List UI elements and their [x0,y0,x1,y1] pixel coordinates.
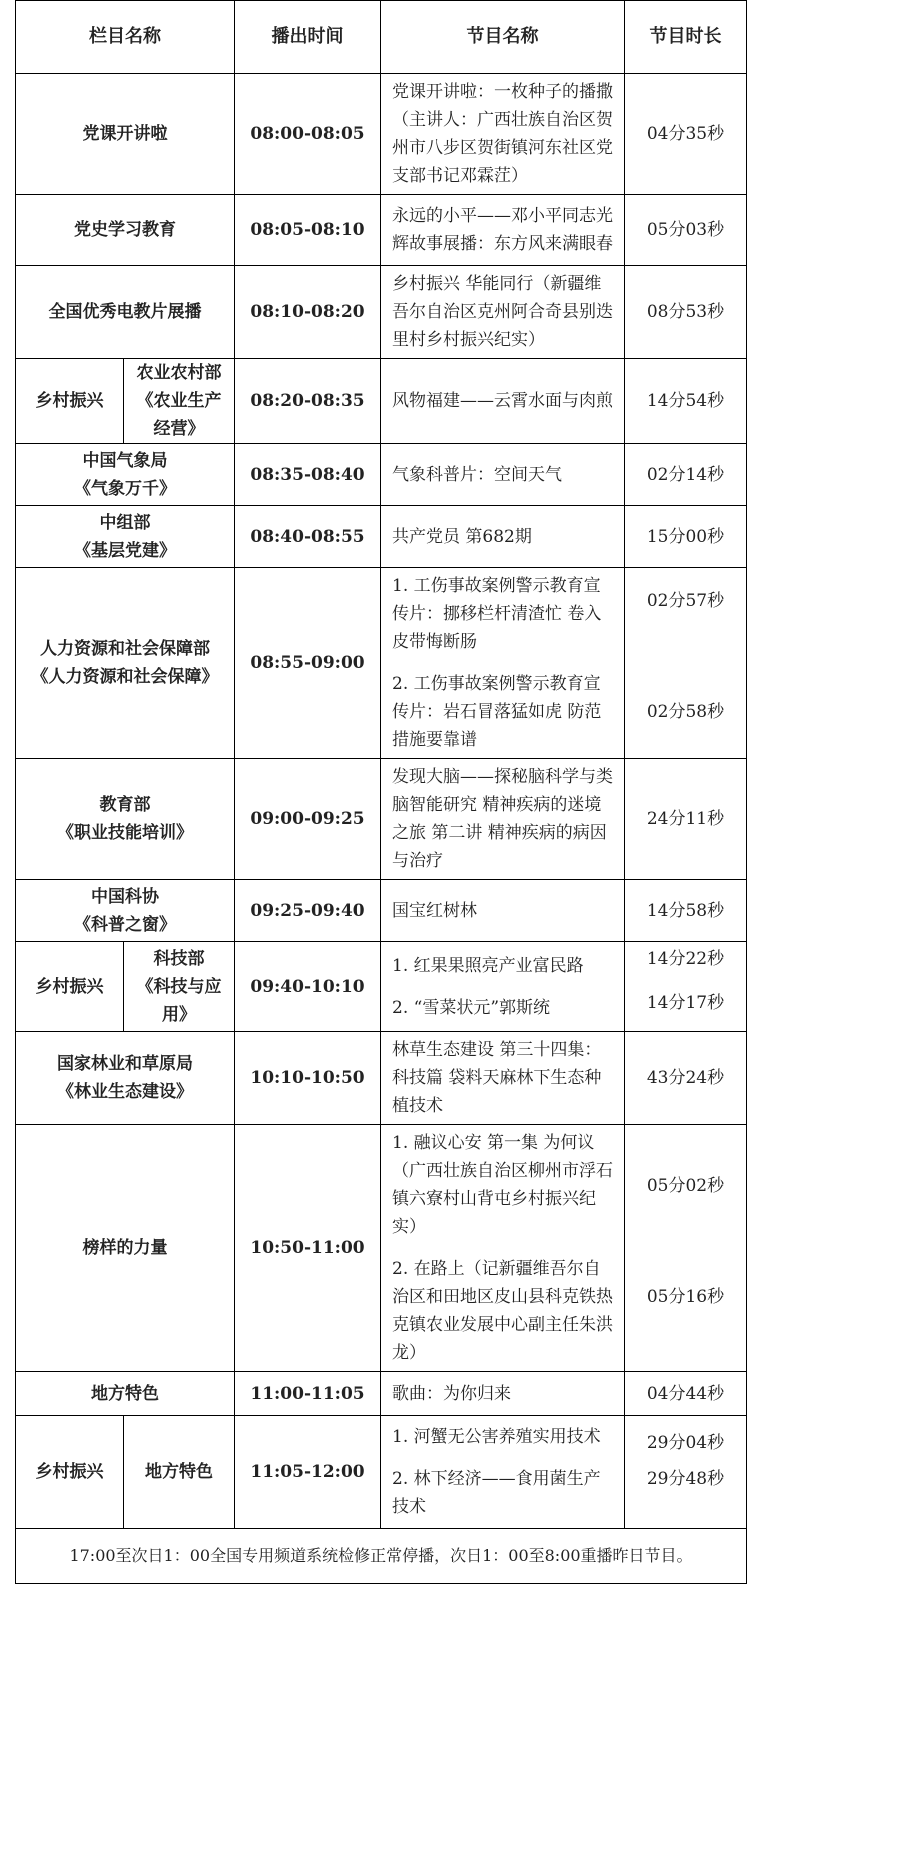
duration-item: 05分16秒 [646,1287,725,1307]
program-name-cell [381,1125,625,1372]
column-name-line: 《科技与应 [136,976,222,997]
program-name-cell [381,942,625,1032]
header-air-time: 播出时间 [235,1,381,74]
header-duration: 节目时长 [625,1,747,74]
duration-item: 14分58秒 [646,900,725,921]
column-name-line: 地方特色 [91,1383,159,1404]
column-name-cell [16,506,235,568]
column-name-line: 科技部 [153,948,205,969]
air-time-cell: 11:05-12:00 [235,1416,381,1529]
column-name-line: 农业农村部 [136,363,222,383]
duration-cell [625,759,747,880]
category-cell: 乡村振兴 [16,359,124,444]
column-name-line: 中国科协 [91,886,159,907]
column-name-line: 党史学习教育 [74,220,176,240]
footer-note: 17:00至次日1：00全国专用频道系统检修正常停播，次日1：00至8:00重播昨日节目。 [16,1529,747,1584]
program-item: 共产党员 第682期 [392,526,532,547]
column-name-cell [124,359,235,444]
column-name-line: 经营》 [153,419,205,439]
column-name-cell [16,195,235,266]
schedule-row [16,759,747,880]
program-name-cell [381,759,625,880]
duration-cell [625,359,747,444]
program-item: 林草生态建设 第三十四集：科技篇 袋料天麻林下生态种植技术 [392,1040,602,1116]
air-time-cell: 11:00-11:05 [235,1372,381,1416]
column-name-cell [124,942,235,1032]
duration-item: 14分17秒 [646,992,725,1013]
duration-item: 02分58秒 [646,701,725,722]
program-item: 2. “雪菜状元”郭斯统 [392,997,551,1018]
duration-stack [625,1417,746,1528]
air-time-cell: 09:40-10:10 [235,942,381,1032]
category-cell: 乡村振兴 [16,942,124,1032]
schedule-row [16,74,747,195]
column-name-cell [16,266,235,359]
column-name-line: 国家林业和草原局 [57,1054,193,1074]
program-name-cell [381,359,625,444]
duration-item: 29分48秒 [646,1468,725,1489]
air-time-cell: 08:40-08:55 [235,506,381,568]
program-item: 党课开讲啦：一枚种子的播撒（主讲人：广西壮族自治区贺州市八步区贺街镇河东社区党支部书记邓霖茳） [392,82,613,186]
duration-cell [625,1372,747,1416]
program-item: 歌曲：为你归来 [392,1383,511,1404]
program-name-cell [381,444,625,506]
schedule-row [16,1032,747,1125]
column-name-line: 用》 [162,1004,196,1025]
duration-item: 15分00秒 [646,526,725,547]
air-time-cell: 09:25-09:40 [235,880,381,942]
program-item: 1. 工伤事故案例警示教育宣传片：挪移栏杆清渣忙 卷入皮带悔断肠 [392,576,602,652]
column-name-cell [16,1032,235,1125]
column-name-cell [16,74,235,195]
duration-cell [625,1125,747,1372]
duration-cell [625,880,747,942]
schedule-row [16,266,747,359]
schedule-row [16,506,747,568]
duration-item: 04分44秒 [646,1383,725,1404]
duration-cell [625,568,747,759]
duration-stack [625,943,746,1031]
duration-item: 05分02秒 [646,1176,725,1196]
column-name-line: 《基层党建》 [74,540,176,561]
program-item: 国宝红树林 [392,900,477,921]
air-time-cell: 08:55-09:00 [235,568,381,759]
duration-item: 29分04秒 [646,1432,725,1453]
program-item: 永远的小平——邓小平同志光辉故事展播：东方风来满眼春 [392,206,613,254]
column-name-cell [124,1416,235,1529]
schedule-row [16,568,747,759]
program-name-cell [381,266,625,359]
air-time-cell: 09:00-09:25 [235,759,381,880]
item-spacer [392,980,614,994]
schedule-row [16,1372,747,1416]
duration-item: 08分53秒 [646,302,725,322]
column-name-line: 中组部 [99,512,151,533]
program-item: 发现大脑——探秘脑科学与类脑智能研究 精神疾病的迷境之旅 第二讲 精神疾病的病因与治疗 [392,767,613,871]
item-spacer [392,656,614,670]
column-name-cell [16,1125,235,1372]
schedule-body [16,1,747,1584]
program-name-cell [381,74,625,195]
program-name-cell [381,1372,625,1416]
schedule-row [16,880,747,942]
duration-stack [625,1132,746,1364]
column-name-line: 《职业技能培训》 [57,823,193,843]
program-item: 1. 河蟹无公害养殖实用技术 [392,1427,601,1447]
air-time-cell: 08:05-08:10 [235,195,381,266]
schedule-table [15,0,747,1584]
column-name-line: 《人力资源和社会保障》 [31,667,219,687]
duration-item: 02分57秒 [646,590,725,611]
column-name-cell [16,568,235,759]
program-name-cell [381,195,625,266]
item-spacer [392,1451,614,1465]
program-item: 气象科普片：空间天气 [392,464,562,485]
program-item: 2. 林下经济——食用菌生产技术 [392,1469,601,1517]
air-time-cell: 08:00-08:05 [235,74,381,195]
duration-cell [625,506,747,568]
program-name-cell [381,568,625,759]
program-name-cell [381,880,625,942]
duration-cell [625,74,747,195]
header-column-name: 栏目名称 [16,1,235,74]
schedule-row [16,942,747,1032]
duration-cell [625,1416,747,1529]
duration-item: 14分54秒 [646,391,725,411]
program-name-cell [381,506,625,568]
column-name-line: 地方特色 [145,1462,213,1482]
air-time-cell: 10:50-11:00 [235,1125,381,1372]
category-cell: 乡村振兴 [16,1416,124,1529]
duration-cell [625,266,747,359]
duration-item: 24分11秒 [646,809,725,829]
column-name-cell [16,880,235,942]
column-name-line: 《气象万千》 [74,478,176,499]
air-time-cell: 08:35-08:40 [235,444,381,506]
schedule-row [16,359,747,444]
column-name-line: 教育部 [99,795,151,815]
header-row [16,1,747,74]
schedule-row [16,444,747,506]
duration-cell [625,444,747,506]
schedule-row [16,195,747,266]
column-name-line: 榜样的力量 [82,1238,168,1258]
air-time-cell: 08:20-08:35 [235,359,381,444]
column-name-line: 全国优秀电教片展播 [48,302,202,322]
column-name-cell [16,444,235,506]
duration-cell [625,195,747,266]
column-name-line: 《科普之窗》 [74,914,176,935]
column-name-line: 中国气象局 [82,450,168,471]
column-name-line: 党课开讲啦 [82,124,168,144]
program-item: 1. 融议心安 第一集 为何议（广西壮族自治区柳州市浮石镇六寮村山背屯乡村振兴纪实） [392,1133,613,1237]
air-time-cell: 08:10-08:20 [235,266,381,359]
duration-item: 05分03秒 [646,220,725,240]
column-name-line: 人力资源和社会保障部 [40,639,210,659]
column-name-line: 《林业生态建设》 [57,1082,193,1102]
program-name-cell [381,1032,625,1125]
air-time-cell: 10:10-10:50 [235,1032,381,1125]
duration-cell [625,1032,747,1125]
duration-item: 14分22秒 [646,948,725,969]
column-name-cell [16,1372,235,1416]
header-program-name: 节目名称 [381,1,625,74]
footer-row [16,1529,747,1584]
schedule-row [16,1416,747,1529]
program-item: 1. 红果果照亮产业富民路 [392,955,584,976]
program-item: 乡村振兴 华能同行（新疆维吾尔自治区克州阿合奇县别迭里村乡村振兴纪实） [392,274,613,350]
column-name-cell [16,759,235,880]
program-item: 2. 工伤事故案例警示教育宣传片：岩石冒落猛如虎 防范措施要靠谱 [392,674,602,750]
duration-stack [625,573,746,754]
duration-cell [625,942,747,1032]
item-spacer [392,1241,614,1255]
program-item: 风物福建——云霄水面与肉煎 [392,391,613,411]
schedule-row [16,1125,747,1372]
duration-item: 04分35秒 [646,124,725,144]
column-name-line: 《农业生产 [136,391,222,411]
program-item: 2. 在路上（记新疆维吾尔自治区和田地区皮山县科克铁热克镇农业发展中心副主任朱洪龙） [392,1259,613,1363]
duration-item: 02分14秒 [646,464,725,485]
duration-item: 43分24秒 [646,1068,725,1088]
program-name-cell [381,1416,625,1529]
